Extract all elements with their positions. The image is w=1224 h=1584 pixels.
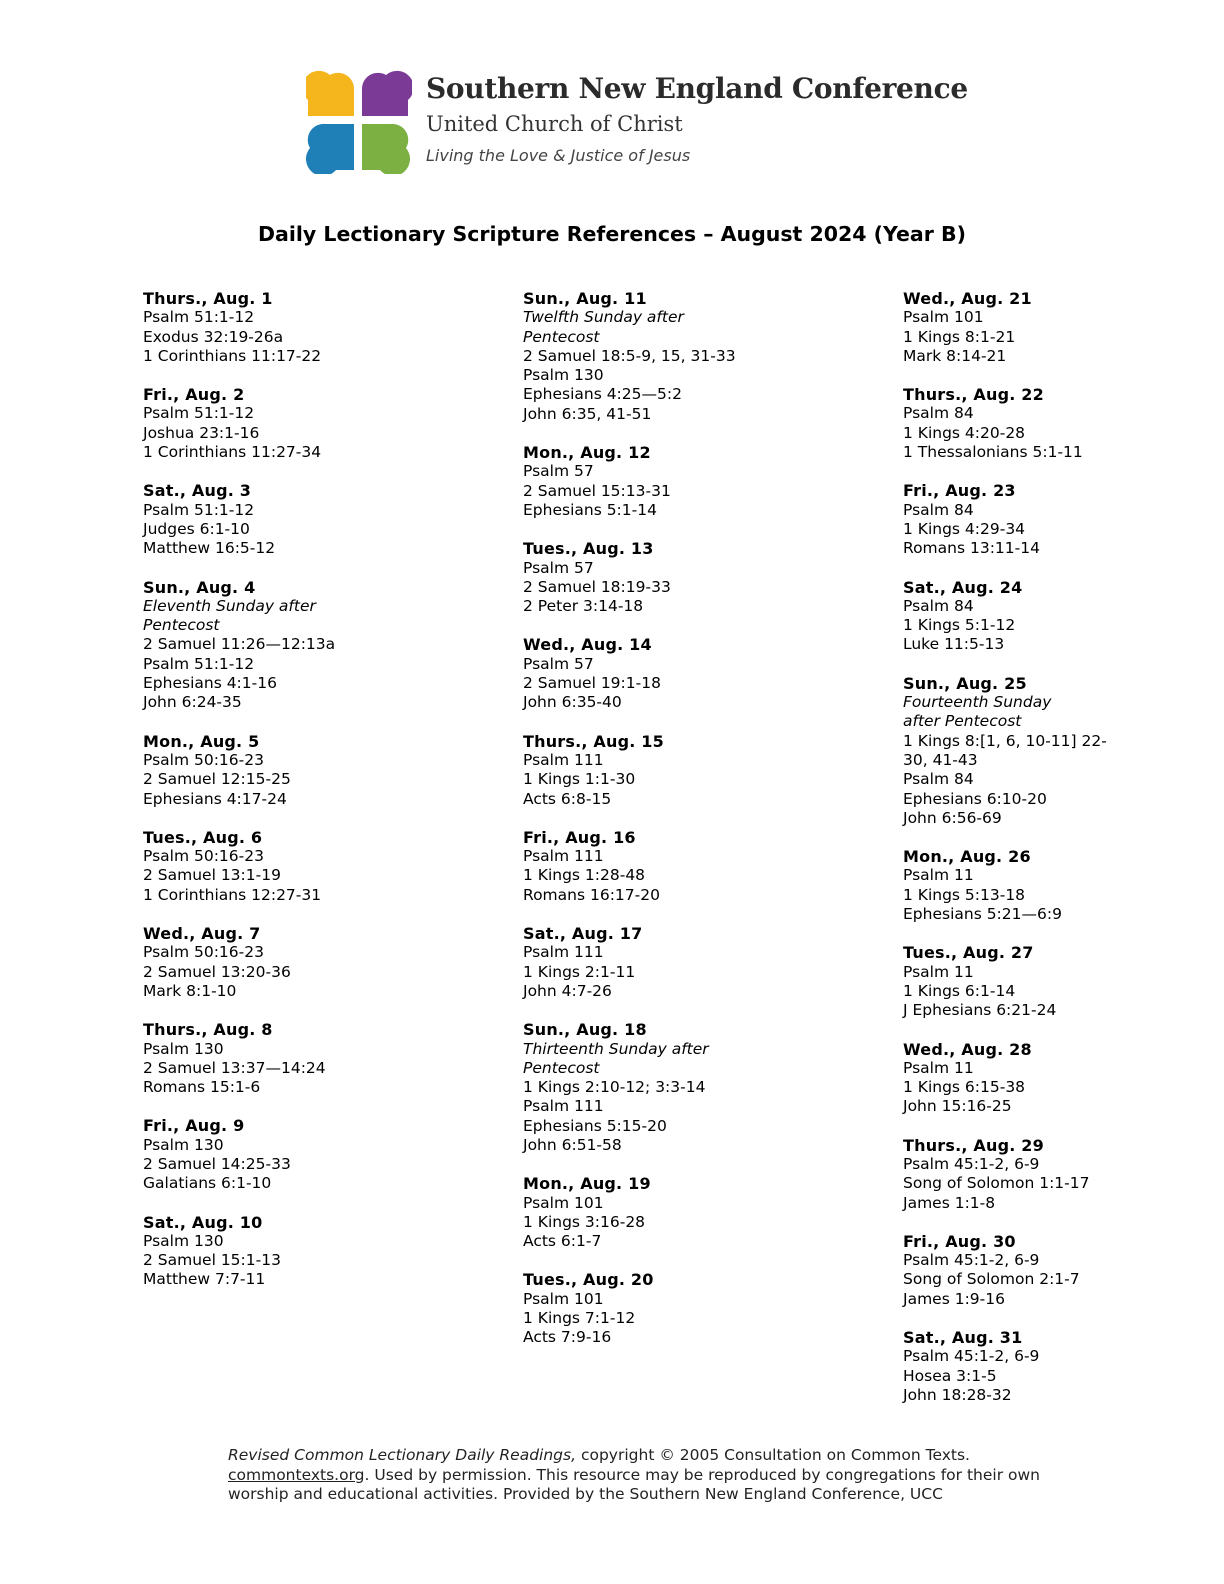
liturgical-note: Fourteenth Sunday after Pentecost — [903, 693, 1052, 731]
day-heading: Wed., Aug. 14 — [523, 635, 652, 655]
day-entry — [903, 1328, 1224, 1405]
scripture-reference: Ephesians 6:10-20 — [903, 789, 1047, 808]
scripture-reference: Psalm 101 — [903, 308, 984, 327]
scripture-reference: 2 Peter 3:14-18 — [523, 597, 644, 616]
day-entry — [523, 1174, 863, 1251]
day-heading: Sun., Aug. 11 — [523, 289, 647, 308]
scripture-reference: Song of Solomon 1:1-17 — [903, 1174, 1090, 1193]
day-entry — [903, 674, 1224, 828]
scripture-reference: 1 Thessalonians 5:1-11 — [903, 443, 1083, 462]
day-heading: Sun., Aug. 4 — [143, 577, 256, 597]
scripture-reference: Psalm 11 — [903, 962, 974, 981]
scripture-reference: J Ephesians 6:21-24 — [903, 1001, 1057, 1020]
day-heading: Thurs., Aug. 1 — [143, 289, 273, 308]
scripture-reference: 1 Kings 8:[1, 6, 10-11] 22-30, 41-43 — [903, 731, 1107, 769]
day-heading: Tues., Aug. 27 — [903, 943, 1034, 963]
day-heading: Thurs., Aug. 8 — [143, 1020, 273, 1040]
scripture-reference: Psalm 57 — [523, 654, 594, 673]
copyright-footer — [228, 1446, 1088, 1505]
day-entry — [523, 924, 863, 1001]
day-entry — [143, 481, 483, 558]
scripture-reference: Psalm 50:16-23 — [143, 943, 264, 962]
scripture-reference: Psalm 101 — [523, 1289, 604, 1308]
scripture-reference: Psalm 84 — [903, 596, 974, 615]
scripture-reference: 1 Kings 2:10-12; 3:3-14 — [523, 1078, 706, 1097]
liturgical-note: Thirteenth Sunday after Pentecost — [523, 1039, 709, 1077]
day-heading: Wed., Aug. 28 — [903, 1039, 1032, 1059]
scripture-reference: Psalm 51:1-12 — [143, 500, 255, 519]
day-heading: Mon., Aug. 12 — [523, 443, 651, 463]
day-entry — [523, 289, 863, 424]
day-heading: Thurs., Aug. 15 — [523, 731, 664, 751]
scripture-reference: Psalm 51:1-12 — [143, 308, 255, 327]
page-title: Daily Lectionary Scripture References – August 2024 (Year B) — [257, 222, 966, 246]
scripture-reference: 1 Corinthians 12:27-31 — [143, 885, 322, 904]
day-heading: Fri., Aug. 30 — [903, 1231, 1016, 1251]
scripture-reference: James 1:1-8 — [903, 1193, 996, 1212]
commontexts-link[interactable]: commontexts.org — [228, 1465, 365, 1484]
scripture-reference: 1 Kings 6:15-38 — [903, 1078, 1026, 1097]
scripture-reference: Psalm 57 — [523, 462, 594, 481]
scripture-reference: 2 Samuel 12:15-25 — [143, 770, 291, 789]
day-entry — [143, 732, 483, 809]
day-heading: Fri., Aug. 23 — [903, 481, 1016, 501]
org-subtitle: United Church of Christ — [426, 112, 683, 136]
scripture-reference: Exodus 32:19-26a — [143, 327, 284, 346]
day-heading: Sat., Aug. 17 — [523, 924, 643, 944]
scripture-reference: 1 Kings 4:20-28 — [903, 423, 1026, 442]
scripture-reference: Psalm 111 — [523, 943, 604, 962]
scripture-reference: Ephesians 5:21—6:9 — [903, 905, 1062, 924]
day-entry — [903, 481, 1224, 558]
org-tagline: Living the Love & Justice of Jesus — [426, 146, 691, 165]
scripture-reference: 1 Kings 1:28-48 — [523, 866, 646, 885]
scripture-reference: Romans 16:17-20 — [523, 885, 660, 904]
scripture-reference: Psalm 45:1-2, 6-9 — [903, 1347, 1040, 1366]
scripture-reference: Psalm 57 — [523, 558, 594, 577]
day-heading: Mon., Aug. 26 — [903, 847, 1031, 867]
day-entry — [523, 828, 863, 905]
scripture-reference: Psalm 101 — [523, 1193, 604, 1212]
scripture-reference: Ephesians 4:25—5:2 — [523, 385, 682, 404]
scripture-reference: Ephesians 5:15-20 — [523, 1116, 667, 1135]
day-heading: Sun., Aug. 25 — [903, 673, 1027, 693]
day-entry — [143, 289, 483, 366]
day-heading: Fri., Aug. 16 — [523, 827, 636, 847]
day-entry — [523, 732, 863, 809]
footer-permission: . Used by permission. This resource may be reproduced by congregations for their own worship and educational activities. Provided by the Southern New England Conference, UCC — [228, 1465, 1040, 1503]
day-entry — [903, 578, 1224, 655]
scripture-reference: Psalm 111 — [523, 847, 604, 866]
scripture-reference: Ephesians 4:1-16 — [143, 674, 277, 693]
day-entry — [523, 1270, 863, 1347]
day-entry — [143, 1116, 483, 1193]
day-heading: Sat., Aug. 24 — [903, 577, 1023, 597]
scripture-reference: Luke 11:5-13 — [903, 635, 1005, 654]
scripture-reference: Psalm 11 — [903, 866, 974, 885]
scripture-reference: Psalm 130 — [143, 1039, 224, 1058]
day-heading: Wed., Aug. 21 — [903, 289, 1032, 308]
scripture-reference: John 6:35, 41-51 — [523, 404, 652, 423]
scripture-reference: Romans 15:1-6 — [143, 1078, 261, 1097]
day-heading: Wed., Aug. 7 — [143, 924, 261, 944]
day-heading: Mon., Aug. 19 — [523, 1174, 651, 1194]
scripture-reference: Judges 6:1-10 — [143, 519, 250, 538]
day-heading: Tues., Aug. 20 — [523, 1270, 654, 1290]
scripture-reference: John 6:51-58 — [523, 1135, 622, 1154]
scripture-reference: Ephesians 5:1-14 — [523, 500, 657, 519]
scripture-reference: 2 Samuel 18:5-9, 15, 31-33 — [523, 346, 736, 365]
scripture-reference: 1 Kings 2:1-11 — [523, 962, 636, 981]
day-heading: Sat., Aug. 3 — [143, 481, 252, 501]
scripture-reference: Joshua 23:1-16 — [143, 423, 260, 442]
scripture-reference: Matthew 16:5-12 — [143, 539, 276, 558]
liturgical-note: Eleventh Sunday after Pentecost — [143, 596, 316, 635]
scripture-reference: Psalm 45:1-2, 6-9 — [903, 1251, 1040, 1270]
scripture-reference: Psalm 111 — [523, 1097, 604, 1116]
day-entry — [523, 1020, 863, 1155]
liturgical-note: Twelfth Sunday after Pentecost — [523, 308, 684, 346]
scripture-reference: Mark 8:1-10 — [143, 981, 237, 1000]
scripture-reference: Song of Solomon 2:1-7 — [903, 1270, 1080, 1289]
day-entry — [903, 847, 1224, 924]
scripture-reference: John 6:24-35 — [143, 693, 242, 712]
day-heading: Sat., Aug. 31 — [903, 1328, 1023, 1348]
scripture-reference: 2 Samuel 18:19-33 — [523, 577, 671, 596]
scripture-reference: Acts 7:9-16 — [523, 1328, 612, 1347]
scripture-reference: Mark 8:14-21 — [903, 346, 1007, 365]
scripture-reference: 1 Kings 5:13-18 — [903, 885, 1026, 904]
day-entry — [523, 539, 863, 616]
scripture-reference: Psalm 84 — [903, 770, 974, 789]
day-entry — [903, 289, 1224, 366]
footer-source-title: Revised Common Lectionary Daily Readings, — [228, 1446, 577, 1464]
day-entry — [903, 1232, 1224, 1309]
scripture-reference: Psalm 130 — [143, 1231, 224, 1250]
day-entry — [903, 943, 1224, 1020]
scripture-reference: 1 Kings 5:1-12 — [903, 616, 1016, 635]
scripture-reference: John 4:7-26 — [523, 981, 612, 1000]
scripture-reference: Acts 6:8-15 — [523, 789, 612, 808]
conference-logo — [306, 68, 968, 176]
scripture-reference: John 6:35-40 — [523, 693, 622, 712]
scripture-reference: 2 Samuel 14:25-33 — [143, 1154, 291, 1173]
scripture-reference: Psalm 50:16-23 — [143, 847, 264, 866]
scripture-reference: 2 Samuel 15:1-13 — [143, 1251, 281, 1270]
day-entry — [903, 1040, 1224, 1117]
day-entry — [523, 443, 863, 520]
day-entry — [903, 1136, 1224, 1213]
scripture-reference: Matthew 7:7-11 — [143, 1270, 266, 1289]
scripture-reference: Ephesians 4:17-24 — [143, 789, 287, 808]
day-entry — [143, 385, 483, 462]
day-entry — [143, 924, 483, 1001]
reading-column-3 — [903, 289, 1224, 1424]
day-heading: Fri., Aug. 2 — [143, 385, 245, 405]
scripture-reference: Psalm 11 — [903, 1058, 974, 1077]
day-entry — [903, 385, 1224, 462]
scripture-reference: 2 Samuel 19:1-18 — [523, 674, 661, 693]
scripture-reference: 1 Corinthians 11:27-34 — [143, 443, 322, 462]
day-heading: Mon., Aug. 5 — [143, 731, 260, 751]
scripture-reference: Psalm 84 — [903, 404, 974, 423]
scripture-reference: 1 Corinthians 11:17-22 — [143, 346, 322, 365]
scripture-reference: 2 Samuel 15:13-31 — [523, 481, 671, 500]
scripture-reference: 2 Samuel 13:20-36 — [143, 962, 291, 981]
scripture-reference: Psalm 51:1-12 — [143, 404, 255, 423]
scripture-reference: Psalm 51:1-12 — [143, 654, 255, 673]
day-heading: Tues., Aug. 13 — [523, 539, 654, 559]
scripture-reference: 1 Kings 4:29-34 — [903, 519, 1026, 538]
scripture-reference: 1 Kings 1:1-30 — [523, 770, 636, 789]
footer-copyright: copyright © 2005 Consultation on Common Texts. — [576, 1446, 970, 1464]
day-heading: Thurs., Aug. 22 — [903, 385, 1044, 405]
scripture-reference: Psalm 84 — [903, 500, 974, 519]
day-heading: Sun., Aug. 18 — [523, 1020, 647, 1040]
scripture-reference: John 6:56-69 — [903, 808, 1002, 827]
scripture-reference: John 18:28-32 — [903, 1385, 1012, 1404]
day-entry — [143, 1213, 483, 1290]
scripture-reference: James 1:9-16 — [903, 1289, 1005, 1308]
scripture-reference: Psalm 111 — [523, 750, 604, 769]
scripture-reference: Galatians 6:1-10 — [143, 1174, 272, 1193]
scripture-reference: 2 Samuel 13:1-19 — [143, 866, 281, 885]
scripture-reference: 1 Kings 7:1-12 — [523, 1309, 636, 1328]
day-heading: Tues., Aug. 6 — [143, 827, 263, 847]
org-name: Southern New England Conference — [426, 72, 968, 105]
day-entry — [143, 828, 483, 905]
scripture-reference: 1 Kings 8:1-21 — [903, 327, 1016, 346]
scripture-reference: Psalm 130 — [523, 366, 604, 385]
scripture-reference: Psalm 50:16-23 — [143, 750, 264, 769]
day-heading: Sat., Aug. 10 — [143, 1212, 263, 1232]
day-heading: Thurs., Aug. 29 — [903, 1135, 1044, 1155]
day-entry — [143, 578, 483, 713]
reading-column-1 — [143, 289, 483, 1309]
scripture-reference: Psalm 130 — [143, 1135, 224, 1154]
scripture-reference: Psalm 45:1-2, 6-9 — [903, 1154, 1040, 1173]
day-entry — [143, 1020, 483, 1097]
scripture-reference: 1 Kings 6:1-14 — [903, 981, 1016, 1000]
scripture-reference: Acts 6:1-7 — [523, 1232, 602, 1251]
cross-hearts-icon — [306, 68, 412, 174]
scripture-reference: Romans 13:11-14 — [903, 539, 1040, 558]
scripture-reference: 2 Samuel 11:26—12:13a — [143, 635, 336, 654]
scripture-reference: 2 Samuel 13:37—14:24 — [143, 1058, 326, 1077]
day-heading: Fri., Aug. 9 — [143, 1116, 245, 1136]
scripture-reference: Hosea 3:1-5 — [903, 1366, 997, 1385]
scripture-reference: John 15:16-25 — [903, 1097, 1012, 1116]
reading-column-2 — [523, 289, 863, 1367]
day-entry — [523, 635, 863, 712]
scripture-reference: 1 Kings 3:16-28 — [523, 1212, 646, 1231]
